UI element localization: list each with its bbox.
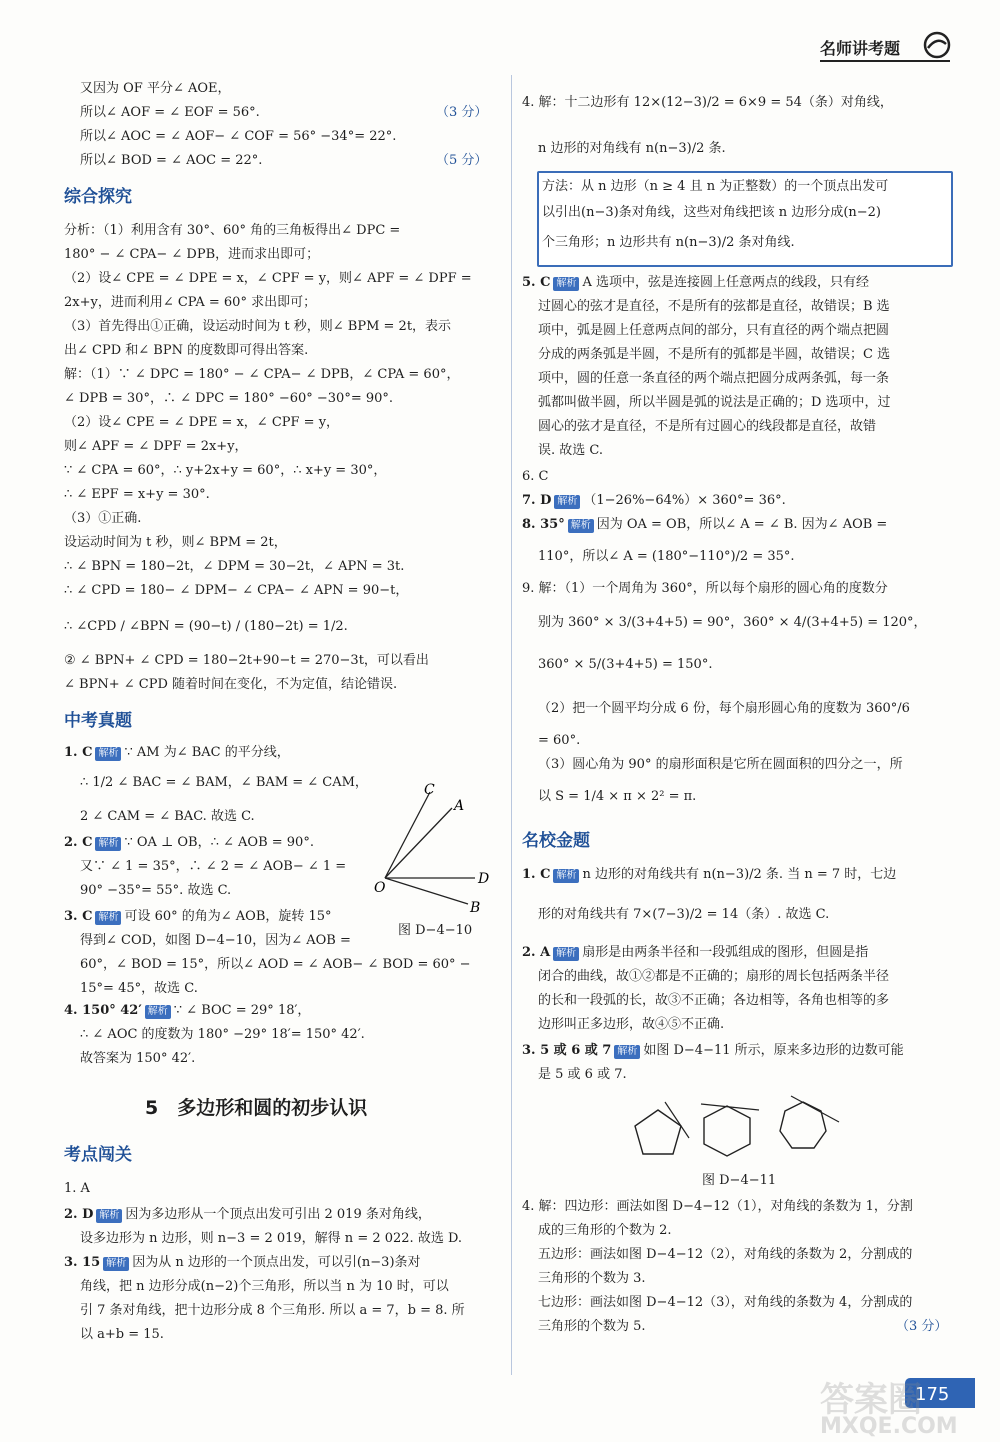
text-line: 圆心的弦才是直径，不是所有过圆心的线段都是直径，故错	[538, 419, 877, 434]
heptagon-cut	[791, 1096, 839, 1122]
ray-oc	[385, 792, 430, 878]
analysis-badge: 解析	[553, 277, 579, 291]
section-heading: 考点闯关	[64, 1145, 132, 1165]
text-line: （2）设∠ CPE = ∠ DPE = x，∠ CPF = y，	[64, 415, 340, 430]
analysis-badge: 解析	[103, 1257, 129, 1271]
answer-text: 如图 D−4−11 所示，原来多边形的边数可能	[643, 1043, 904, 1058]
text-line: ∵ ∠ CPA = 60°，∴ y+2x+y = 60°，∴ x+y = 30°，	[64, 463, 387, 478]
answer-number: 2. D	[64, 1207, 94, 1222]
page-number: 175	[915, 1384, 950, 1405]
text-line: （2）把一个圆平均分成 6 份，每个扇形圆心角的度数为 360°/6	[538, 701, 910, 716]
analysis-badge: 解析	[568, 519, 594, 533]
section-heading: 中考真题	[64, 711, 132, 731]
text-line: 分析：（1）利用含有 30°、60° 角的三角板得出∠ DPC =	[64, 223, 401, 238]
text-line: 以 a+b = 15.	[80, 1327, 164, 1342]
figure-d-4-11-caption: 图 D−4−11	[702, 1173, 777, 1188]
text-line: 2x+y，进而利用∠ CPA = 60° 求出即可；	[64, 295, 317, 310]
text-line: 边形叫正多边形，故④⑤不正确.	[538, 1017, 725, 1032]
answer-number: 3. C	[64, 909, 93, 924]
text-line: （3）圆心角为 90° 的扇形面积是它所在圆面积的四分之一，所	[538, 757, 903, 772]
analysis-badge: 解析	[553, 947, 579, 961]
text-line: 4. 解：十二边形有 12×(12−3)/2 = 6×9 = 54（条）对角线，	[522, 95, 893, 110]
text-line: ∠ BPN+ ∠ CPD 随着时间在变化，不为定值，结论错误.	[64, 677, 398, 692]
text-line: n 边形的对角线有 n(n−3)/2 条.	[538, 141, 726, 156]
text-line	[522, 492, 786, 510]
text-line: 是 5 或 6 或 7.	[538, 1067, 627, 1082]
chapter-title: 5 多边形和圆的初步认识	[145, 1097, 368, 1119]
text-line: 90° −35°= 55°. 故选 C.	[80, 883, 232, 898]
text-line: ∠ DPB = 30°，∴ ∠ DPC = 180° −60° −30°= 90°.	[64, 391, 394, 406]
text-line: 解：（1）∵ ∠ DPC = 180° − ∠ CPA− ∠ DPB，∠ CPA = 60°，	[64, 367, 460, 382]
answer-number: 2. A	[522, 945, 551, 960]
section-heading: 名校金题	[522, 831, 590, 851]
text-line: 以引出(n−3)条对角线，这些对角线把该 n 边形分成(n−2)	[542, 205, 881, 220]
figure-d-4-10-caption: 图 D−4−10	[398, 923, 473, 938]
answer-number: 3. 15	[64, 1255, 101, 1270]
answer-text: 因为从 n 边形的一个顶点出发，可以引(n−3)条对	[132, 1255, 421, 1270]
answer-text: ∵ ∠ BOC = 29° 18′，	[173, 1003, 311, 1018]
text-line: （3）首先得出①正确，设运动时间为 t 秒，则∠ BPM = 2t，表示	[64, 319, 452, 334]
text-line: 9. 解：（1）一个周角为 360°，所以每个扇形的圆心角的度数分	[522, 581, 888, 596]
text-line	[64, 1254, 421, 1272]
answer-number: 1. C	[522, 867, 551, 882]
score-marker: （5 分）	[436, 153, 488, 168]
text-line: 所以∠ AOC = ∠ AOF− ∠ COF = 56° −34°= 22°.	[80, 129, 397, 144]
answer-number: 7. D	[522, 493, 552, 508]
text-line	[522, 1042, 904, 1060]
text-line: 三角形的个数为 5.	[538, 1319, 646, 1334]
answer-text: （1−26%−64%）× 360°= 36°.	[583, 493, 786, 508]
text-line: 分成的两条弧是半圆，不是所有的弧都是半圆，故错误；C 选	[538, 347, 891, 362]
text-line	[64, 1002, 310, 1020]
label-d: D	[478, 871, 490, 887]
text-line	[64, 744, 290, 762]
score-marker: （3 分）	[436, 105, 488, 120]
text-line: 角线，把 n 边形分成(n−2)个三角形，所以当 n 为 10 时，可以	[80, 1279, 449, 1294]
answer-number: 3. 5 或 6 或 7	[522, 1043, 612, 1058]
analysis-badge: 解析	[95, 747, 121, 761]
text-line: 180° − ∠ CPA− ∠ DPB，进而求出即可；	[64, 247, 320, 262]
text-line: 则∠ APF = ∠ DPF = 2x+y，	[64, 439, 248, 454]
analysis-badge: 解析	[95, 837, 121, 851]
answer-text: 因为多边形从一个顶点出发可引出 2 019 条对角线，	[125, 1207, 431, 1222]
text-line: ∴ ∠ EPF = x+y = 30°.	[64, 487, 210, 502]
text-line: 设运动时间为 t 秒，则∠ BPM = 2t，	[64, 535, 287, 550]
watermark-url: MXQE.COM	[820, 1414, 958, 1439]
figure-d-4-10	[370, 780, 500, 925]
text-line: ∴ 1/2 ∠ BAC = ∠ BAM，∠ BAM = ∠ CAM，	[80, 775, 368, 790]
analysis-badge: 解析	[95, 911, 121, 925]
score-marker: （3 分）	[896, 1319, 948, 1334]
text-line: 设多边形为 n 边形，则 n−3 = 2 019，解得 n = 2 022. 故选 D.	[80, 1231, 463, 1246]
text-line: ∴ ∠CPD / ∠BPN = (90−t) / (180−2t) = 1/2.	[64, 619, 348, 634]
analysis-badge: 解析	[145, 1005, 171, 1019]
text-line: 所以∠ BOD = ∠ AOC = 22°.	[80, 153, 263, 168]
text-line: 的长和一段弧的长，故③不正确；各边相等，各角也相等的多	[538, 993, 890, 1008]
header-title: 名师讲考题	[820, 39, 901, 58]
analysis-badge: 解析	[614, 1045, 640, 1059]
label-o: O	[374, 880, 386, 896]
text-line: ∴ ∠ BPN = 180−2t，∠ DPM = 30−2t，∠ APN = 3t.	[64, 559, 405, 574]
text-line: 得到∠ COD，如图 D−4−10，因为∠ AOB =	[80, 933, 351, 948]
text-line: 又因为 OF 平分∠ AOE，	[80, 81, 231, 96]
text-line: 出∠ CPD 和∠ BPN 的度数即可得出答案.	[64, 343, 309, 358]
text-line: 成的三角形的个数为 2.	[538, 1223, 672, 1238]
text-line: 项中，弧是圆上任意两点间的部分，只有直径的两个端点把圆	[538, 323, 890, 338]
text-line	[522, 516, 887, 534]
text-line: 三角形的个数为 3.	[538, 1271, 646, 1286]
text-line: ∴ ∠ AOC 的度数为 180° −29° 18′= 150° 42′.	[80, 1027, 365, 1042]
column-divider	[511, 75, 512, 1375]
text-line: 七边形：画法如图 D−4−12（3），对角线的条数为 4，分割成的	[538, 1295, 913, 1310]
text-line: 2 ∠ CAM = ∠ BAC. 故选 C.	[80, 809, 255, 824]
text-line: 误. 故选 C.	[538, 443, 604, 458]
text-line: 所以∠ AOF = ∠ EOF = 56°.	[80, 105, 260, 120]
text-line: = 60°.	[538, 733, 581, 748]
answer-text: ∵ AM 为∠ BAC 的平分线，	[124, 745, 290, 760]
heptagon-shape	[780, 1102, 826, 1148]
answer-text: A 选项中，弦是连接圆上任意两点的线段，只有经	[582, 275, 869, 290]
label-a: A	[454, 798, 465, 814]
text-line	[64, 908, 332, 926]
analysis-badge: 解析	[553, 869, 579, 883]
pentagon-cut	[665, 1102, 689, 1138]
text-line	[522, 944, 868, 962]
text-line: 别为 360° × 3/(3+4+5) = 90°，360° × 4/(3+4+5) = 120°，	[538, 615, 927, 630]
text-line: 形的对角线共有 7×(7−3)/2 = 14（条）. 故选 C.	[538, 907, 830, 922]
book-logo-icon	[922, 30, 952, 60]
text-line: 项中，圆的任意一条直径的两个端点把圆分成两条弧，每一条	[538, 371, 890, 386]
ray-ob	[385, 878, 468, 904]
text-line: 4. 解：四边形：画法如图 D−4−12（1），对角线的条数为 1，分割	[522, 1199, 913, 1214]
answer-text: n 边形的对角线共有 n(n−3)/2 条. 当 n = 7 时，七边	[582, 867, 897, 882]
text-line: 故答案为 150° 42′.	[80, 1051, 196, 1066]
text-line: （2）设∠ CPE = ∠ DPE = x，∠ CPF = y，则∠ APF = ∠ DPF =	[64, 271, 472, 286]
text-line	[64, 1206, 431, 1224]
text-line: 6. C	[522, 469, 549, 484]
text-line: 60°，∠ BOD = 15°，所以∠ AOD = ∠ AOB− ∠ BOD = 60° −	[80, 957, 471, 972]
text-line: 110°，所以∠ A = (180°−110°)/2 = 35°.	[538, 549, 795, 564]
ray-oa	[385, 808, 452, 878]
text-line: 过圆心的弦才是直径，不是所有的弦都是直径，故错误；B 选	[538, 299, 890, 314]
analysis-badge: 解析	[554, 495, 580, 509]
text-line	[522, 866, 896, 884]
hexagon-shape	[704, 1106, 750, 1156]
text-line: 又∵ ∠ 1 = 35°，∴ ∠ 2 = ∠ AOB− ∠ 1 =	[80, 859, 347, 874]
text-line: 五边形：画法如图 D−4−12（2），对角线的条数为 2，分割成的	[538, 1247, 913, 1262]
text-line: 个三角形；n 边形共有 n(n−3)/2 条对角线.	[542, 235, 795, 250]
text-line	[64, 834, 314, 852]
text-line: 弧都叫做半圆，所以半圆是弧的说法是正确的；D 选项中，过	[538, 395, 891, 410]
watermark-logo: 答案圈	[820, 1380, 922, 1420]
section-heading: 综合探究	[64, 187, 132, 207]
answer-text: 扇形是由两条半径和一段弧组成的图形，但圆是指	[582, 945, 869, 960]
text-line: （3）①正确.	[64, 511, 142, 526]
answer-number: 8. 35°	[522, 517, 565, 532]
text-line: 方法：从 n 边形（n ≥ 4 且 n 为正整数）的一个顶点出发可	[542, 179, 889, 194]
text-line: 360° × 5/(3+4+5) = 150°.	[538, 657, 713, 672]
figure-d-4-11	[625, 1092, 850, 1177]
text-line: 以 S = 1/4 × π × 2² = π.	[538, 789, 697, 804]
answer-text: 因为 OA = OB，所以∠ A = ∠ B. 因为∠ AOB =	[596, 517, 888, 532]
text-line: 闭合的曲线，故①②都是不正确的；扇形的周长包括两条半径	[538, 969, 890, 984]
text-line: ∴ ∠ CPD = 180− ∠ DPM− ∠ CPA− ∠ APN = 90−t，	[64, 583, 409, 598]
answer-number: 4. 150° 42′	[64, 1003, 142, 1018]
answer-number: 2. C	[64, 835, 93, 850]
label-b: B	[470, 900, 481, 916]
text-line: ② ∠ BPN+ ∠ CPD = 180−2t+90−t = 270−3t，可以看出	[64, 653, 429, 668]
answer-text: 可设 60° 的角为∠ AOB，旋转 15°	[124, 909, 332, 924]
label-c: C	[424, 782, 435, 798]
text-line	[522, 274, 869, 292]
header-rule	[820, 60, 950, 62]
answer-text: ∵ OA ⊥ OB，∴ ∠ AOB = 90°.	[124, 835, 314, 850]
analysis-badge: 解析	[96, 1209, 122, 1223]
answer-number: 1. C	[64, 745, 93, 760]
text-line: 引 7 条对角线，把十边形分成 8 个三角形. 所以 a = 7，b = 8. 所	[80, 1303, 465, 1318]
text-line: 15°= 45°，故选 C.	[80, 981, 198, 996]
text-line: 1. A	[64, 1181, 90, 1196]
hexagon-cut	[701, 1104, 759, 1110]
answer-number: 5. C	[522, 275, 551, 290]
